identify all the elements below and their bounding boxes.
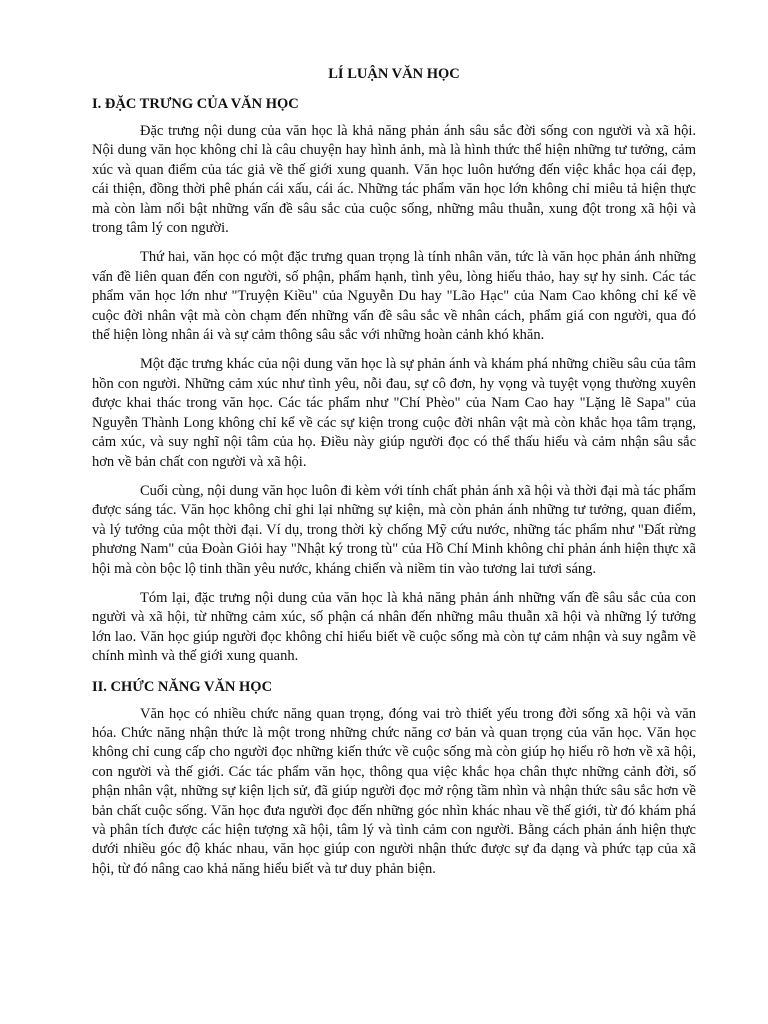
section-heading-functions: II. CHỨC NĂNG VĂN HỌC [92,678,273,695]
paragraph: Đặc trưng nội dung của văn học là khả năng phản ánh sâu sắc đời sống con người và xã hội. Nội dung văn học không chỉ là câu chuyện hay hình ảnh, mà là hình thức thể hiện những tư tưởng, cảm xúc và quan điểm của tác giả về thế giới xung quanh. Văn học luôn hướng đến việc khắc họa cái đẹp, cái thiện, đồng thời phê phán cái xấu, cái ác. Những tác phẩm văn học lớn không chỉ miêu tả hiện thực mà còn làm nổi bật những vấn đề sâu sắc của cuộc sống, những mâu thuẫn, xung đột trong xã hội và trong tâm lý con người. [92,123,696,237]
paragraph: Cuối cùng, nội dung văn học luôn đi kèm với tính chất phản ánh xã hội và thời đại mà tác phẩm được sáng tác. Văn học không chỉ ghi lại những sự kiện, mà còn phản ánh những tư tưởng, quan điểm, và lý tưởng của một thời đại. Ví dụ, trong thời kỳ chống Mỹ cứu nước, những tác phẩm như "Đất rừng phương Nam" của Đoàn Giỏi hay "Nhật ký trong tù" của Hồ Chí Minh không chỉ phản ánh hiện thực xã hội mà còn bộc lộ tinh thần yêu nước, kháng chiến và niềm tin vào tương lai tươi sáng. [92,482,696,577]
paragraph: Thứ hai, văn học có một đặc trưng quan trọng là tính nhân văn, tức là văn học phản ánh những vấn đề liên quan đến con người, số phận, phẩm hạnh, tình yêu, lòng hiếu thảo, hay sự hy sinh. Các tác phẩm văn học lớn như "Truyện Kiều" của Nguyễn Du hay "Lão Hạc" của Nam Cao không chỉ kể về cuộc đời nhân vật mà còn chạm đến những vấn đề sâu sắc về nhân cách, phẩm giá con người, qua đó thể hiện lòng nhân ái và sự cảm thông sâu sắc với những hoàn cảnh khó khăn. [92,249,696,344]
paragraph: Tóm lại, đặc trưng nội dung của văn học là khả năng phản ánh những vấn đề sâu sắc của con người và xã hội, từ những cảm xúc, số phận cá nhân đến những mâu thuẫn xã hội và những lý tưởng lớn lao. Văn học giúp người đọc không chỉ hiểu biết về cuộc sống mà còn tự cảm nhận và suy ngẫm về chính mình và thế giới xung quanh. [92,589,696,665]
document-page [92,64,696,889]
document-title: LÍ LUẬN VĂN HỌC [328,66,460,82]
section-heading-characteristics: I. ĐẶC TRƯNG CỦA VĂN HỌC [92,96,299,112]
paragraph: Một đặc trưng khác của nội dung văn học là sự phản ánh và khám phá những chiều sâu của tâm hồn con người. Những cảm xúc như tình yêu, nỗi đau, sự cô đơn, hy vọng và tuyệt vọng thường xuyên được khai thác trong văn học. Các tác phẩm như "Chí Phèo" của Nam Cao hay "Lặng lẽ Sapa" của Nguyễn Thành Long không chỉ kể về các sự kiện trong cuộc đời nhân vật mà còn khắc họa tâm trạng, cảm xúc, và suy nghĩ nội tâm của họ. Điều này giúp người đọc có thể thấu hiểu và cảm nhận sâu sắc hơn về bản chất con người và xã hội. [92,356,696,470]
paragraph: Văn học có nhiều chức năng quan trọng, đóng vai trò thiết yếu trong đời sống xã hội và văn hóa. Chức năng nhận thức là một trong những chức năng cơ bản và quan trọng của văn học. Văn học không chỉ cung cấp cho người đọc những kiến thức về cuộc sống mà còn giúp họ hiểu rõ hơn về xã hội, con người và thế giới. Các tác phẩm văn học, thông qua việc khắc họa chân thực những cảnh đời, số phận nhân vật, những sự kiện lịch sử, đã giúp người đọc mở rộng tầm nhìn và nhận thức sâu sắc hơn về bản chất cuộc sống. Văn học đưa người đọc đến những góc nhìn khác nhau về thế giới, từ đó khám phá và phân tích được các hiện tượng xã hội, tâm lý và tình cảm con người. Bằng cách phản ánh hiện thực dưới nhiều góc độ khác nhau, văn học giúp con người nhận thức được sự đa dạng và phức tạp của xã hội, từ đó nâng cao khả năng hiểu biết và tư duy phản biện. [92,705,696,877]
